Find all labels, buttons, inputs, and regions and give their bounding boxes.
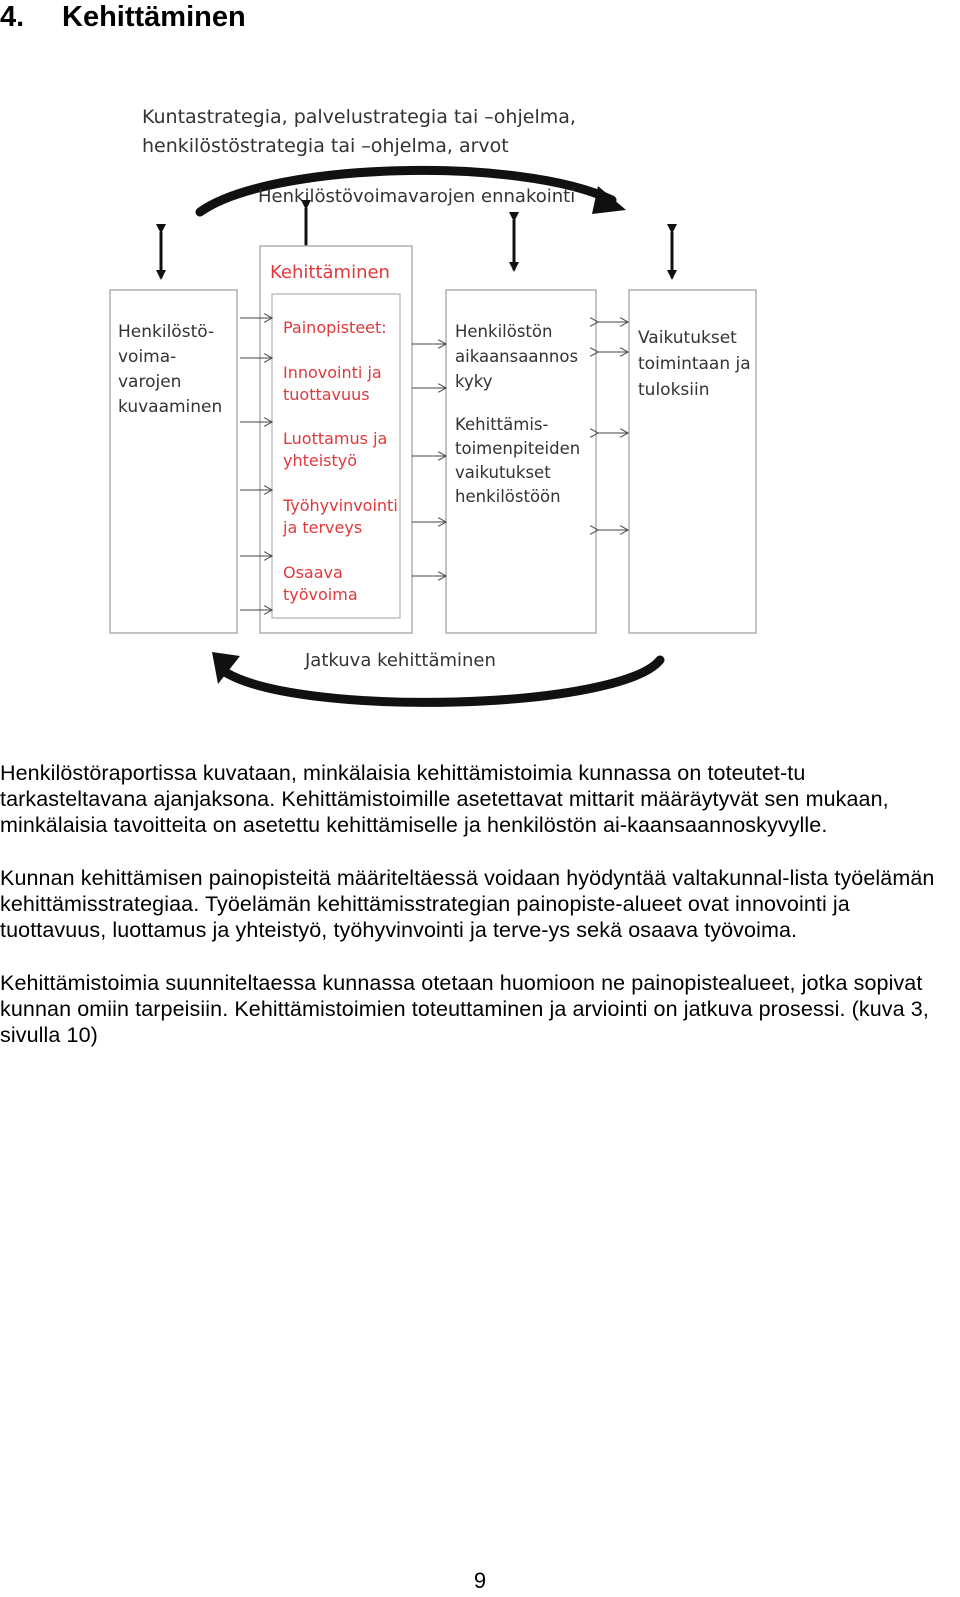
- svg-text:Henkilöstön: Henkilöstön: [455, 322, 553, 341]
- box-staff-performance: [446, 290, 596, 633]
- svg-text:Henkilöstö-: Henkilöstö-: [118, 322, 215, 342]
- svg-text:voima-: voima-: [118, 347, 177, 367]
- top-label-line1: Kuntastrategia, palvelustrategia tai –ohjelma,: [142, 106, 576, 128]
- forecast-label: Henkilöstövoimavarojen ennakointi: [258, 186, 576, 207]
- svg-text:toimintaan ja: toimintaan ja: [638, 354, 751, 374]
- paragraph-1: Henkilöstöraportissa kuvataan, minkälaisia kehittämistoimia kunnassa on toteutet-tu tarkasteltavana ajanjaksona. Kehittämistoimille asetettavat mittarit määräytyvät sen mukaan, minkälaisia tavoitteita on asetettu kehittämiselle ja henkilöstön ai-kaansaannoskyvylle.: [0, 761, 889, 837]
- svg-text:Painopisteet:: Painopisteet:: [283, 318, 387, 337]
- svg-text:Työhyvinvointi: Työhyvinvointi: [283, 496, 398, 515]
- body-text: [0, 760, 955, 1075]
- svg-text:Kehittämis-: Kehittämis-: [455, 415, 549, 434]
- svg-text:aikaansaannos: aikaansaannos: [455, 347, 579, 366]
- svg-text:yhteistyö: yhteistyö: [283, 451, 358, 470]
- top-label-line2: henkilöstöstrategia tai –ohjelma, arvot: [142, 135, 509, 157]
- svg-text:ja terveys: ja terveys: [283, 518, 363, 537]
- development-diagram: [100, 90, 780, 730]
- paragraph-3: Kehittämistoimia suunniteltaessa kunnassa otetaan huomioon ne painopistealueet, jotka sopivat kunnan omiin tarpeisiin. Kehittämistoimien toteuttaminen ja arviointi on jatkuva prosessi. (kuva 3, sivulla 10): [0, 971, 929, 1047]
- svg-text:tuloksiin: tuloksiin: [638, 380, 710, 400]
- paragraph-2: Kunnan kehittämisen painopisteitä määriteltäessä voidaan hyödyntää valtakunnal-lista työelämän kehittämisstrategiaa. Työelämän kehittämisstrategian painopiste-alueet ovat innovointi ja tuottavuus, luottamus ja yhteistyö, työhyvinvointi ja terve-ys sekä osaava työvoima.: [0, 866, 935, 942]
- svg-text:henkilöstöön: henkilöstöön: [455, 487, 561, 506]
- section-number: 4.: [0, 1, 25, 33]
- section-heading: [0, 0, 246, 34]
- effect-arrows: [598, 322, 628, 530]
- vertical-double-arrows: [161, 208, 672, 278]
- section-title: Kehittäminen: [62, 1, 246, 33]
- svg-text:kuvaaminen: kuvaaminen: [118, 397, 223, 417]
- svg-text:varojen: varojen: [118, 372, 182, 392]
- page-number: 9: [473, 1568, 487, 1593]
- svg-text:Luottamus ja: Luottamus ja: [283, 429, 388, 448]
- svg-text:Innovointi ja: Innovointi ja: [283, 363, 382, 382]
- svg-text:toimenpiteiden: toimenpiteiden: [455, 439, 581, 458]
- svg-text:työvoima: työvoima: [283, 585, 358, 604]
- bottom-label: Jatkuva kehittäminen: [305, 650, 496, 671]
- col2-title: Kehittäminen: [270, 262, 390, 283]
- svg-text:kyky: kyky: [455, 372, 493, 391]
- svg-text:Vaikutukset: Vaikutukset: [638, 328, 737, 348]
- svg-text:tuottavuus: tuottavuus: [283, 385, 370, 404]
- svg-text:vaikutukset: vaikutukset: [455, 463, 551, 482]
- svg-text:Osaava: Osaava: [283, 563, 343, 582]
- priority-arrows: [412, 344, 446, 576]
